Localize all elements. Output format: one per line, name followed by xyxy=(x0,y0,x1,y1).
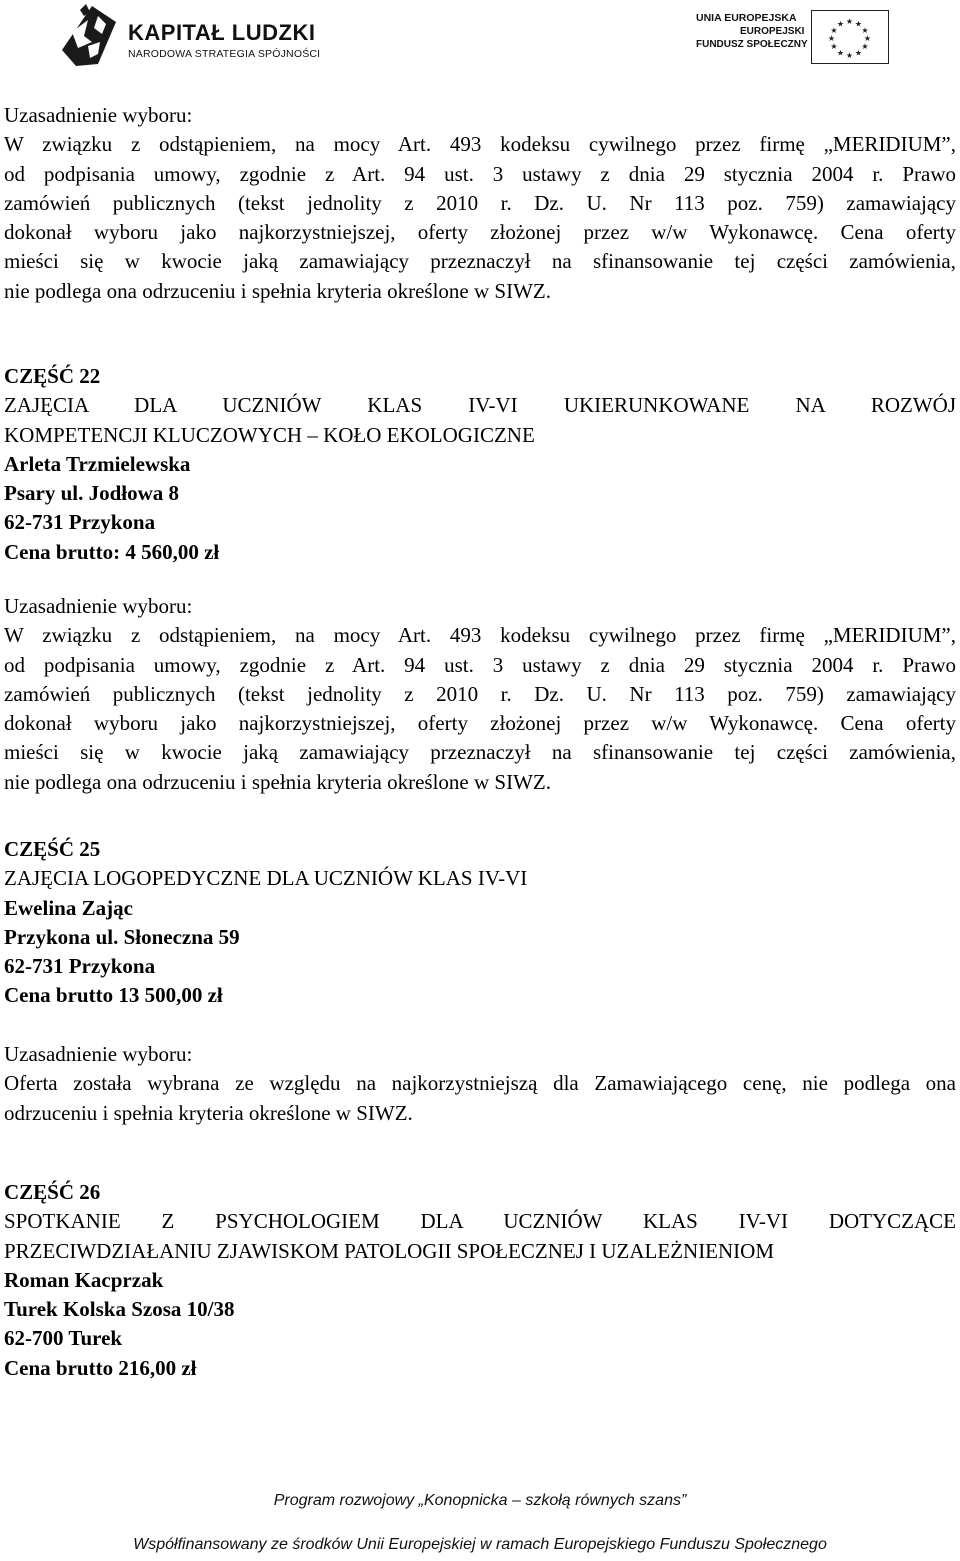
gross-price: Cena brutto 13 500,00 zł xyxy=(4,983,223,1008)
svg-text:★: ★ xyxy=(845,51,854,60)
justification-line: dokonał wyboru jako najkorzystniejszej, oferty złożonej przez w/w Wykonawcę. Cena oferty xyxy=(4,220,956,245)
justification-line: zamówień publicznych (tekst jednolity z 2010 r. Dz. U. Nr 113 poz. 759) zamawiający xyxy=(4,681,956,706)
logo-title: KAPITAŁ LUDZKI xyxy=(128,20,316,45)
logo-subtitle: NARODOWA STRATEGIA SPÓJNOŚCI xyxy=(128,48,321,60)
justification-line: dokonał wyboru jako najkorzystniejszej, oferty złożonej przez w/w Wykonawcę. Cena oferty xyxy=(4,711,956,736)
intro-justification xyxy=(4,101,956,306)
part-title-line: PRZECIWDZIAŁANIU ZJAWISKOM PATOLOGII SPOŁECZNEJ I UZALEŻNIENIOM xyxy=(4,1238,775,1263)
part-26-section xyxy=(4,1178,956,1383)
svg-text:★: ★ xyxy=(836,19,845,29)
part-title-line: KOMPETENCJI KLUCZOWYCH – KOŁO EKOLOGICZNE xyxy=(4,422,535,447)
gross-price: Cena brutto 216,00 zł xyxy=(4,1355,197,1380)
svg-text:★: ★ xyxy=(845,17,854,26)
contractor-street: Psary ul. Jodłowa 8 xyxy=(4,481,180,506)
footer-program-name: Program rozwojowy „Konopnicka – szkołą równych szans” xyxy=(273,1492,687,1509)
eu-logo-line1: UNIA EUROPEJSKA xyxy=(696,12,797,24)
eu-logo-line2: EUROPEJSKI xyxy=(740,26,805,37)
justification-line: Oferta została wybrana ze względu na najkorzystniejszą dla Zamawiającego cenę, nie podlega ona xyxy=(4,1071,956,1096)
contractor-city: 62-731 Przykona xyxy=(4,510,156,535)
svg-text:★: ★ xyxy=(830,26,838,35)
justification-label: Uzasadnienie wyboru: xyxy=(4,594,193,618)
justification-line: od podpisania umowy, zgodnie z Art. 94 ust. 3 ustawy z dnia 29 stycznia 2004 r. Prawo xyxy=(4,161,956,186)
justification-line: odrzuceniu i spełnia kryteria określone w SIWZ. xyxy=(4,1100,413,1125)
part-25-justification xyxy=(4,1040,956,1128)
part-title-line: ZAJĘCIA DLA UCZNIÓW KLAS IV-VI UKIERUNKOWANE NA ROZWÓJ xyxy=(4,393,956,418)
justification-label: Uzasadnienie wyboru: xyxy=(4,1042,193,1066)
part-heading: CZĘŚĆ 22 xyxy=(4,364,101,388)
justification-line: W związku z odstąpieniem, na mocy Art. 493 kodeksu cywilnego przez firmę „MERIDIUM”, xyxy=(4,623,956,648)
footer-cofinancing-note: Współfinansowany ze środków Unii Europejskiej w ramach Europejskiego Funduszu Społecznego xyxy=(133,1536,827,1553)
svg-text:★: ★ xyxy=(854,19,863,29)
contractor-name: Ewelina Zając xyxy=(4,895,133,920)
justification-line: od podpisania umowy, zgodnie z Art. 94 ust. 3 ustawy z dnia 29 stycznia 2004 r. Prawo xyxy=(4,652,956,677)
contractor-city: 62-700 Turek xyxy=(4,1326,123,1351)
svg-text:★: ★ xyxy=(854,48,863,58)
part-title-line: SPOTKANIE Z PSYCHOLOGIEM DLA UCZNIÓW KLAS IV-VI DOTYCZĄCE xyxy=(4,1209,956,1234)
part-25-section xyxy=(4,835,956,1011)
contractor-city: 62-731 Przykona xyxy=(4,954,156,979)
svg-text:★: ★ xyxy=(827,34,836,43)
justification-line: W związku z odstąpieniem, na mocy Art. 493 kodeksu cywilnego przez firmę „MERIDIUM”, xyxy=(4,132,956,157)
eu-logo-line3: FUNDUSZ SPOŁECZNY xyxy=(696,39,808,50)
svg-text:★: ★ xyxy=(830,42,838,51)
svg-text:★: ★ xyxy=(863,34,872,43)
justification-line: mieści się w kwocie jaką zamawiający przeznaczył na sfinansowanie tej części zamówienia, xyxy=(4,249,956,274)
svg-text:★: ★ xyxy=(836,48,845,58)
eu-flag-icon xyxy=(811,10,889,64)
justification-label: Uzasadnienie wyboru: xyxy=(4,103,193,127)
justification-line: mieści się w kwocie jaką zamawiający przeznaczył na sfinansowanie tej części zamówienia, xyxy=(4,740,956,765)
part-heading: CZĘŚĆ 26 xyxy=(4,1180,101,1204)
svg-text:★: ★ xyxy=(861,42,869,51)
contractor-street: Turek Kolska Szosa 10/38 xyxy=(4,1297,235,1322)
justification-line: zamówień publicznych (tekst jednolity z 2010 r. Dz. U. Nr 113 poz. 759) zamawiający xyxy=(4,190,956,215)
part-22-section xyxy=(4,362,956,567)
part-22-justification xyxy=(4,592,956,797)
contractor-name: Roman Kacprzak xyxy=(4,1267,164,1292)
contractor-street: Przykona ul. Słoneczna 59 xyxy=(4,924,240,949)
justification-line: nie podlega ona odrzuceniu i spełnia kryteria określone w SIWZ. xyxy=(4,278,551,303)
part-title-line: ZAJĘCIA LOGOPEDYCZNE DLA UCZNIÓW KLAS IV-VI xyxy=(4,866,528,891)
kapital-ludzki-emblem-icon xyxy=(58,2,124,68)
contractor-name: Arleta Trzmielewska xyxy=(4,451,191,476)
part-heading: CZĘŚĆ 25 xyxy=(4,837,101,861)
gross-price: Cena brutto: 4 560,00 zł xyxy=(4,539,220,564)
svg-text:★: ★ xyxy=(861,26,869,35)
justification-line: nie podlega ona odrzuceniu i spełnia kryteria określone w SIWZ. xyxy=(4,769,551,794)
